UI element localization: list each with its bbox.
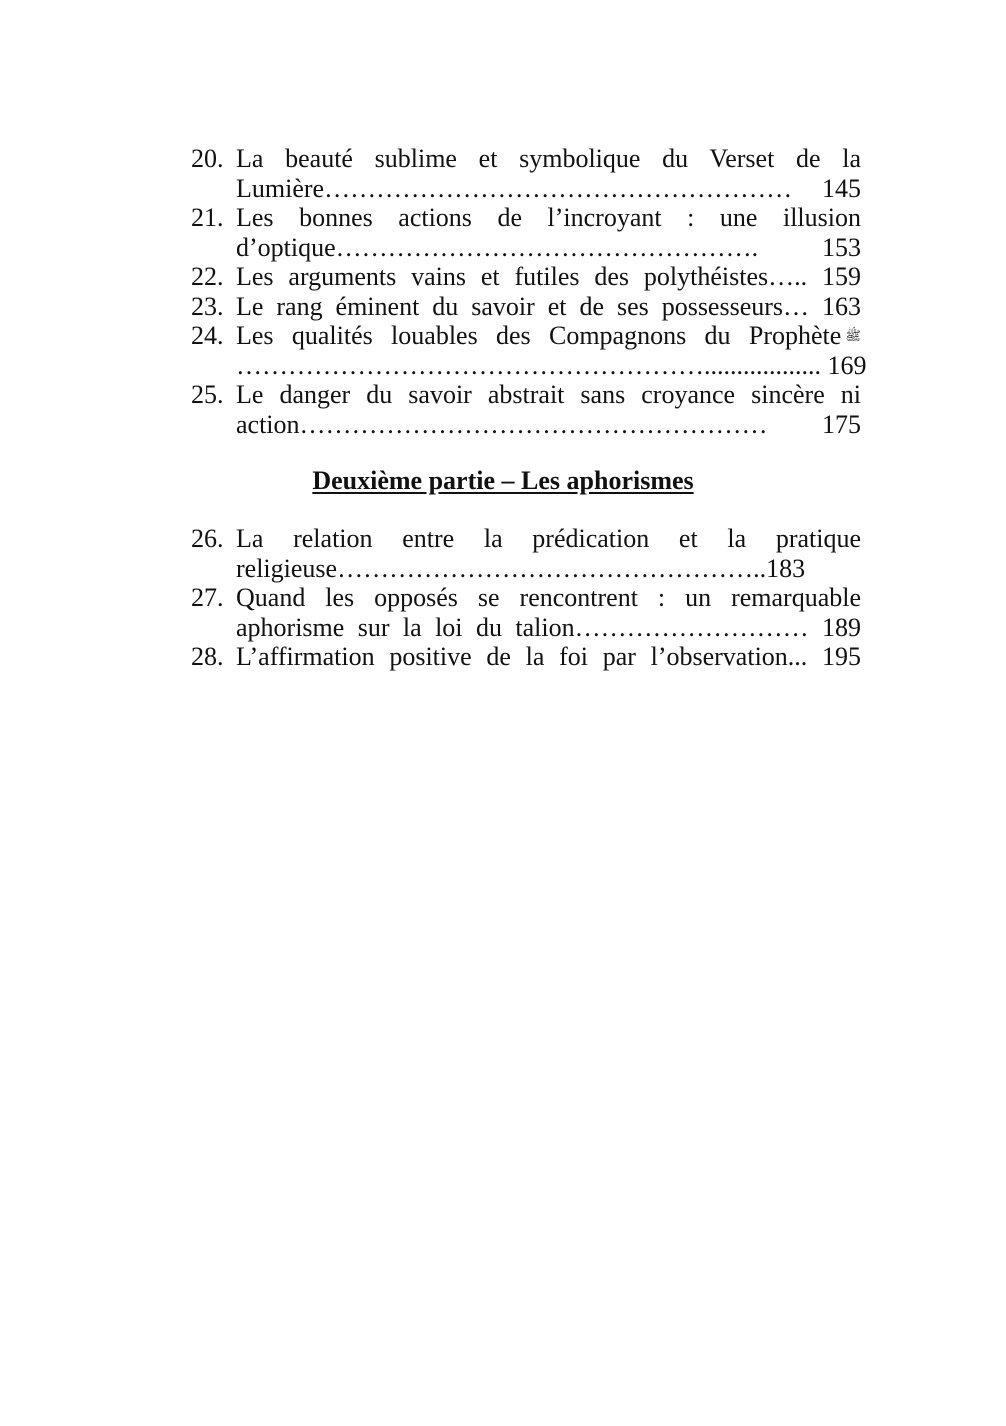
entry-title-line-page: d’optique…………………………………………. 153: [236, 232, 861, 262]
entry-title: [236, 203, 861, 262]
entry-title-line-page: action……………………………………………… 175: [236, 409, 861, 439]
toc-entry-22: [191, 262, 861, 292]
toc-list-part-one: [191, 144, 867, 439]
entry-number: 23.: [191, 291, 224, 321]
entry-title: [236, 321, 867, 380]
entry-title-line: [236, 321, 861, 351]
entry-title: [236, 292, 861, 322]
toc-entry-24: [191, 321, 867, 380]
toc-entry-20: [191, 144, 861, 203]
entry-title-line-page: Le rang éminent du savoir et de ses possesseurs… 163: [236, 291, 861, 321]
entry-title-line-page: L’affirmation positive de la foi par l’observation... 195: [236, 642, 861, 671]
entry-number: 20.: [191, 144, 224, 173]
entry-number: 21.: [191, 203, 224, 232]
entry-title: [236, 380, 861, 439]
entry-title-line: Les bonnes actions de l’incroyant : une illusion: [236, 203, 861, 232]
toc-entry-21: [191, 203, 861, 262]
entry-title-line: Le danger du savoir abstrait sans croyance sincère ni: [236, 380, 861, 409]
entry-title: [236, 642, 861, 672]
entry-title: [236, 144, 861, 203]
entry-title-line-page: ……………………………………………….................. 169: [236, 350, 867, 380]
toc-entry-25: [191, 380, 861, 439]
toc-entry-26: [191, 524, 861, 583]
entry-number: 26.: [191, 524, 224, 553]
entry-title-line: La relation entre la prédication et la pratique: [236, 524, 861, 553]
entry-number: 25.: [191, 380, 224, 409]
entry-title: [236, 262, 861, 292]
toc-entry-27: [191, 583, 861, 642]
toc-entry-23: [191, 292, 861, 322]
entry-title-line: La beauté sublime et symbolique du Verset de la: [236, 144, 861, 173]
section-heading: Deuxième partie – Les aphorismes: [312, 466, 694, 495]
entry-title-line-page: Les arguments vains et futiles des polythéistes….. 159: [236, 262, 861, 291]
entry-number: 24.: [191, 321, 224, 350]
entry-number: 22.: [191, 262, 224, 291]
toc-list-part-two: [191, 524, 861, 672]
entry-number: 28.: [191, 642, 224, 671]
toc-entry-28: [191, 642, 861, 672]
entry-title-line: Quand les opposés se rencontrent : un remarquable: [236, 583, 861, 612]
entry-number: 27.: [191, 583, 224, 612]
entry-title-line-page: religieuse…………………………………………..183: [236, 553, 806, 583]
entry-title-line-page: Lumière……………………………………………… 145: [236, 173, 861, 203]
entry-title-text: Les qualités louables des Compagnons du Prophète: [236, 321, 842, 350]
entry-title: [236, 583, 861, 642]
entry-title-line-page: aphorisme sur la loi du talion……………………… 189: [236, 612, 861, 642]
honorific-symbol: ﷺ: [845, 328, 861, 343]
entry-title: [236, 524, 861, 583]
